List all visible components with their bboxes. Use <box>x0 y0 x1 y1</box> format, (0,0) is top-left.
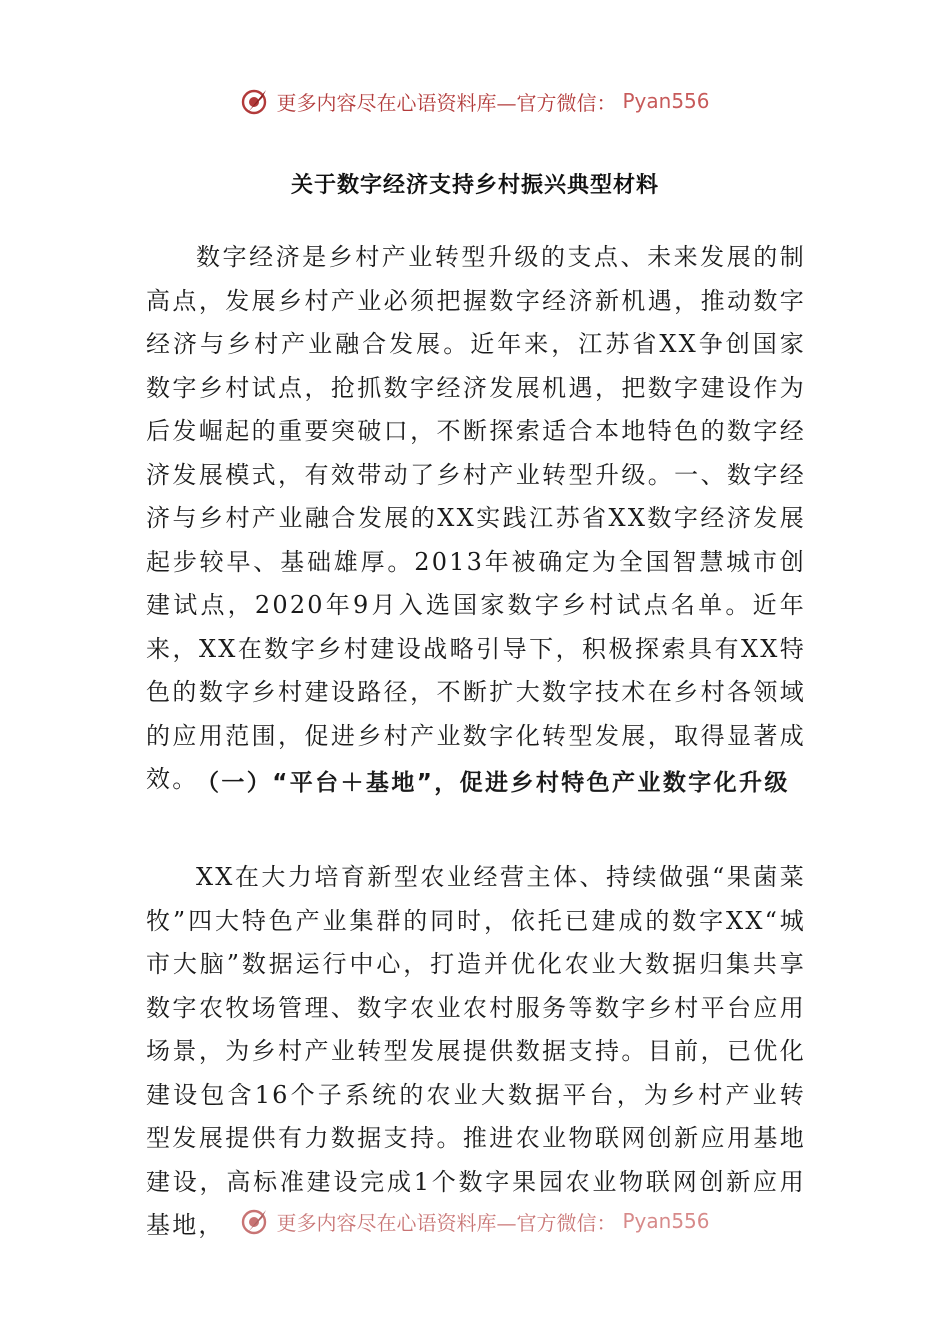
document-title: 关于数字经济支持乡村振兴典型材料 <box>290 173 659 198</box>
watermark-text: 更多内容尽在心语资料库—官方微信： <box>276 1210 617 1235</box>
quill-logo-icon <box>240 1206 270 1236</box>
section-heading: （一）“平台＋基地”，促进乡村特色产业数字化升级 <box>196 770 790 796</box>
body-paragraph-1: 数字经济是乡村产业转型升级的支点、未来发展的制高点，发展乡村产业必须把握数字经济新机遇，推动数字经济与乡村产业融合发展。近年来，江苏省XX争创国家数字乡村试点，抢抓数字经济发展机遇，把数字建设作为后发崛起的重要突破口，不断探索适合本地特色的数字经济发展模式，有效带动了乡村产业转型升级。一、数字经济与乡村产业融合发展的XX实践江苏省XX数字经济发展起步较早、基础雄厚。2013年被确定为全国智慧城市创建试点，2020年9月入选国家数字乡村试点名单。近年来，XX在数字乡村建设战略引导下，积极探索具有XX特色的数字乡村建设路径，不断扩大数字技术在乡村各领域的应用范围，促进乡村产业数字化转型发展，取得显著成效。 <box>146 243 806 793</box>
watermark-wechat-id: Pyan556 <box>622 89 710 113</box>
body-paragraph-2: XX在大力培育新型农业经营主体、持续做强“果菌菜牧”四大特色产业集群的同时，依托已建成的数字XX“城市大脑”数据运行中心，打造并优化农业大数据归集共享数字农牧场管理、数字农业农村服务等数字乡村平台应用场景，为乡村产业转型发展提供数据支持。目前，已优化建设包含16个子系统的农业大数据平台，为乡村产业转型发展提供有力数据支持。推进农业物联网创新应用基地建设，高标准建设完成1个数字果园农业物联网创新应用基地， <box>146 863 806 1239</box>
watermark-wechat-id: Pyan556 <box>622 1209 710 1233</box>
quill-logo-icon <box>240 86 270 116</box>
watermark-text: 更多内容尽在心语资料库—官方微信： <box>276 90 617 115</box>
footer-watermark-banner <box>0 1206 950 1236</box>
header-watermark-banner <box>0 84 950 118</box>
